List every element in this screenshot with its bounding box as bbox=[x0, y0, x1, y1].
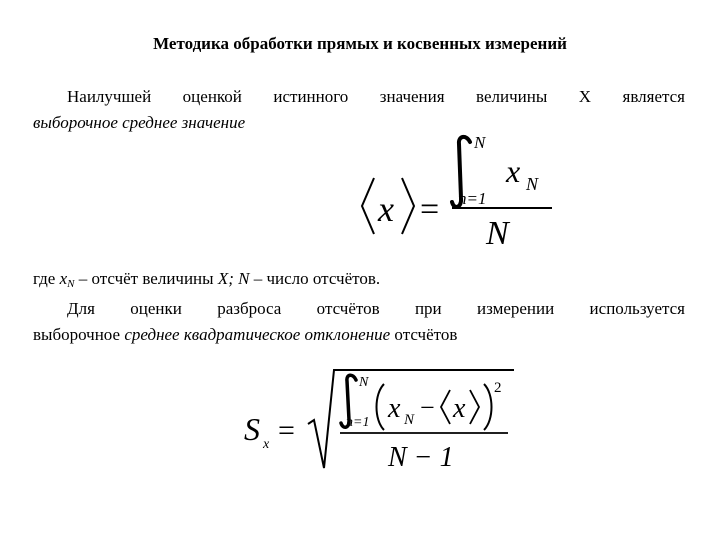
var-x: x bbox=[59, 269, 68, 288]
paragraph-definitions bbox=[33, 266, 685, 297]
paragraph-line: Наилучшей оценкой истинного значения величины X является bbox=[67, 87, 685, 106]
exponent: 2 bbox=[494, 380, 502, 396]
sum-lower-limit: n=1 bbox=[346, 415, 370, 430]
text-mid: – отсчёт величины bbox=[74, 269, 218, 288]
paragraph-std-deviation bbox=[33, 296, 685, 348]
left-angle-bracket bbox=[441, 390, 450, 424]
text-suffix: – число отсчётов. bbox=[249, 269, 381, 288]
italic-term-sample-mean: выборочное среднее значение bbox=[33, 113, 246, 132]
sum-upper-limit: N bbox=[359, 375, 369, 390]
S-subscript: x bbox=[263, 437, 270, 452]
minus-sign: − bbox=[420, 393, 435, 422]
term-variable: x bbox=[506, 153, 521, 189]
equals-sign: = bbox=[420, 191, 440, 228]
term-variable: x bbox=[388, 393, 401, 424]
term-subscript: N bbox=[526, 174, 539, 194]
sum-upper-limit: N bbox=[474, 133, 486, 152]
text-end: отсчётов bbox=[390, 325, 458, 344]
paragraph-line: Для оценки разброса отсчётов при измерении используется bbox=[67, 299, 685, 318]
denominator: N − 1 bbox=[388, 442, 454, 473]
mean-variable: x bbox=[378, 189, 394, 229]
text-prefix: где bbox=[33, 269, 60, 288]
left-parenthesis bbox=[377, 384, 385, 430]
var-X-N: X; N bbox=[217, 269, 250, 288]
formula-std-deviation bbox=[238, 362, 518, 482]
term-subscript: N bbox=[404, 412, 415, 428]
formula-std-deviation-svg bbox=[238, 362, 518, 482]
right-angle-bracket bbox=[470, 390, 479, 424]
var-x-subscript: N bbox=[67, 278, 75, 290]
right-parenthesis bbox=[484, 384, 492, 430]
formula-sample-mean bbox=[340, 128, 580, 253]
right-angle-bracket bbox=[402, 178, 414, 234]
denominator: N bbox=[486, 215, 509, 252]
mean-variable: x bbox=[453, 393, 466, 424]
page-title: Методика обработки прямых и косвенных измерений bbox=[153, 34, 567, 53]
sum-lower-limit: n=1 bbox=[458, 189, 487, 208]
italic-term-std-deviation: среднее квадратическое отклонение bbox=[124, 325, 391, 344]
text-start: выборочное bbox=[33, 325, 125, 344]
equals-sign: = bbox=[278, 414, 295, 447]
S-variable: S bbox=[244, 411, 260, 447]
formula-sample-mean-svg bbox=[340, 128, 580, 253]
left-angle-bracket bbox=[362, 178, 374, 234]
